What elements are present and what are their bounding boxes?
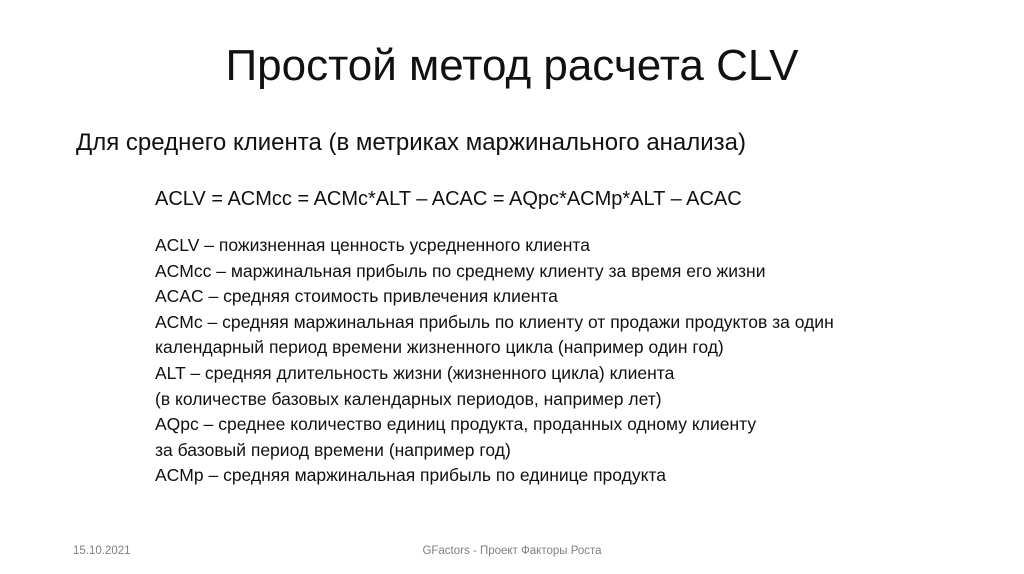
definition-line: ACMp – средняя маржинальная прибыль по единице продукта xyxy=(155,465,667,486)
footer-date: 15.10.2021 xyxy=(73,545,131,557)
clv-formula: ACLV = ACMcc = ACMc*ALT – ACAC = AQpc*ACMp*ALT – ACAC xyxy=(155,188,742,210)
slide-subtitle: Для среднего клиента (в метриках маржинального анализа) xyxy=(76,129,747,156)
definition-line: календарный период времени жизненного цикла (например один год) xyxy=(155,337,724,358)
definition-line: ACMc – средняя маржинальная прибыль по клиенту от продажи продуктов за один xyxy=(155,311,834,332)
definition-line: за базовый период времени (например год) xyxy=(155,439,511,460)
footer-project-name: GFactors - Проект Факторы Роста xyxy=(422,545,602,557)
definition-line: ACLV – пожизненная ценность усредненного клиента xyxy=(155,235,590,255)
definition-line: ALT – средняя длительность жизни (жизненного цикла) клиента xyxy=(155,362,675,383)
definition-line: AQpc – среднее количество единиц продукта, проданных одному клиенту xyxy=(155,414,757,435)
definitions-list xyxy=(155,233,834,489)
definition-line: (в количестве базовых календарных периодов, например лет) xyxy=(155,388,662,409)
definition-line: ACAC – средняя стоимость привлечения клиента xyxy=(155,286,558,307)
slide-title: Простой метод расчета CLV xyxy=(225,41,799,90)
definition-line: ACMcc – маржинальная прибыль по среднему клиенту за время его жизни xyxy=(155,260,766,281)
